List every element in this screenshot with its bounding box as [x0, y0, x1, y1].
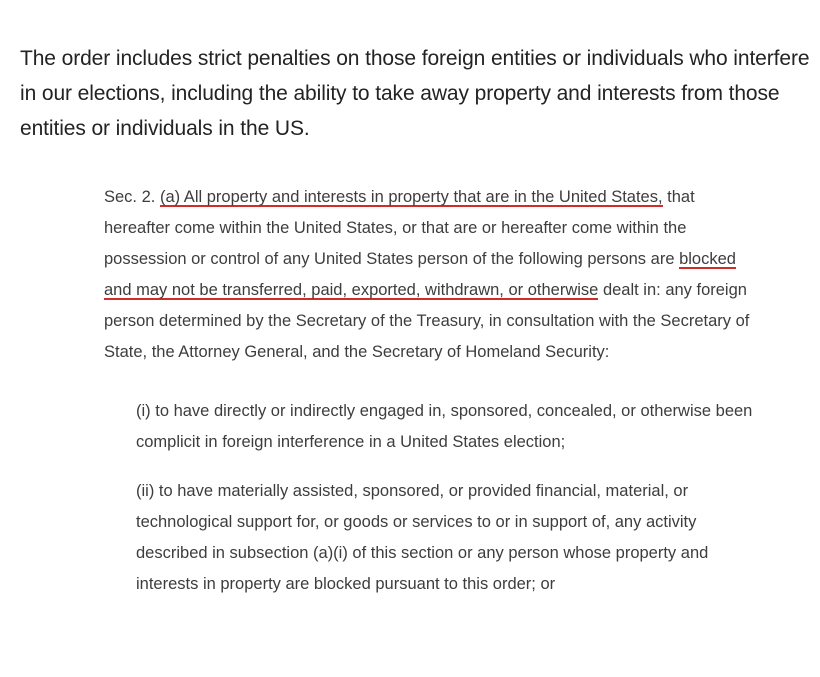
- highlighted-phrase-property-interests: (a) All property and interests in property that are in the United States,: [159, 188, 663, 206]
- highlighted-phrase-blocked-transferred: blocked and may not be transferred, paid, exported, withdrawn, or otherwise: [104, 250, 736, 299]
- section-body-continued-1: that hereafter come within the United States, or that are or hereafter come within the possession or control of any United States person of the following persons are: [104, 188, 695, 268]
- section-2a-paragraph: [104, 182, 764, 368]
- quoted-order-text: [104, 182, 764, 618]
- clause-i-paragraph: (i) to have directly or indirectly engaged in, sponsored, concealed, or otherwise been complicit in foreign interference in a United States election;: [136, 402, 753, 451]
- section-label: Sec. 2.: [104, 188, 156, 206]
- section-body-continued-2: dealt in: any foreign person determined by the Secretary of the Treasury, in consultation with the Secretary of State, the Attorney General, and the Secretary of Homeland Security:: [104, 281, 750, 361]
- clause-ii-paragraph: (ii) to have materially assisted, sponsored, or provided financial, material, or technological support for, or goods or services to or in support of, any activity described in subsection (a)(i) of this section or any person whose property and interests in property are blocked pursuant to this order; or: [136, 482, 709, 593]
- intro-paragraph: The order includes strict penalties on those foreign entities or individuals who interfere in our elections, including the ability to take away property and interests from those entities or individuals in the US.: [20, 47, 810, 140]
